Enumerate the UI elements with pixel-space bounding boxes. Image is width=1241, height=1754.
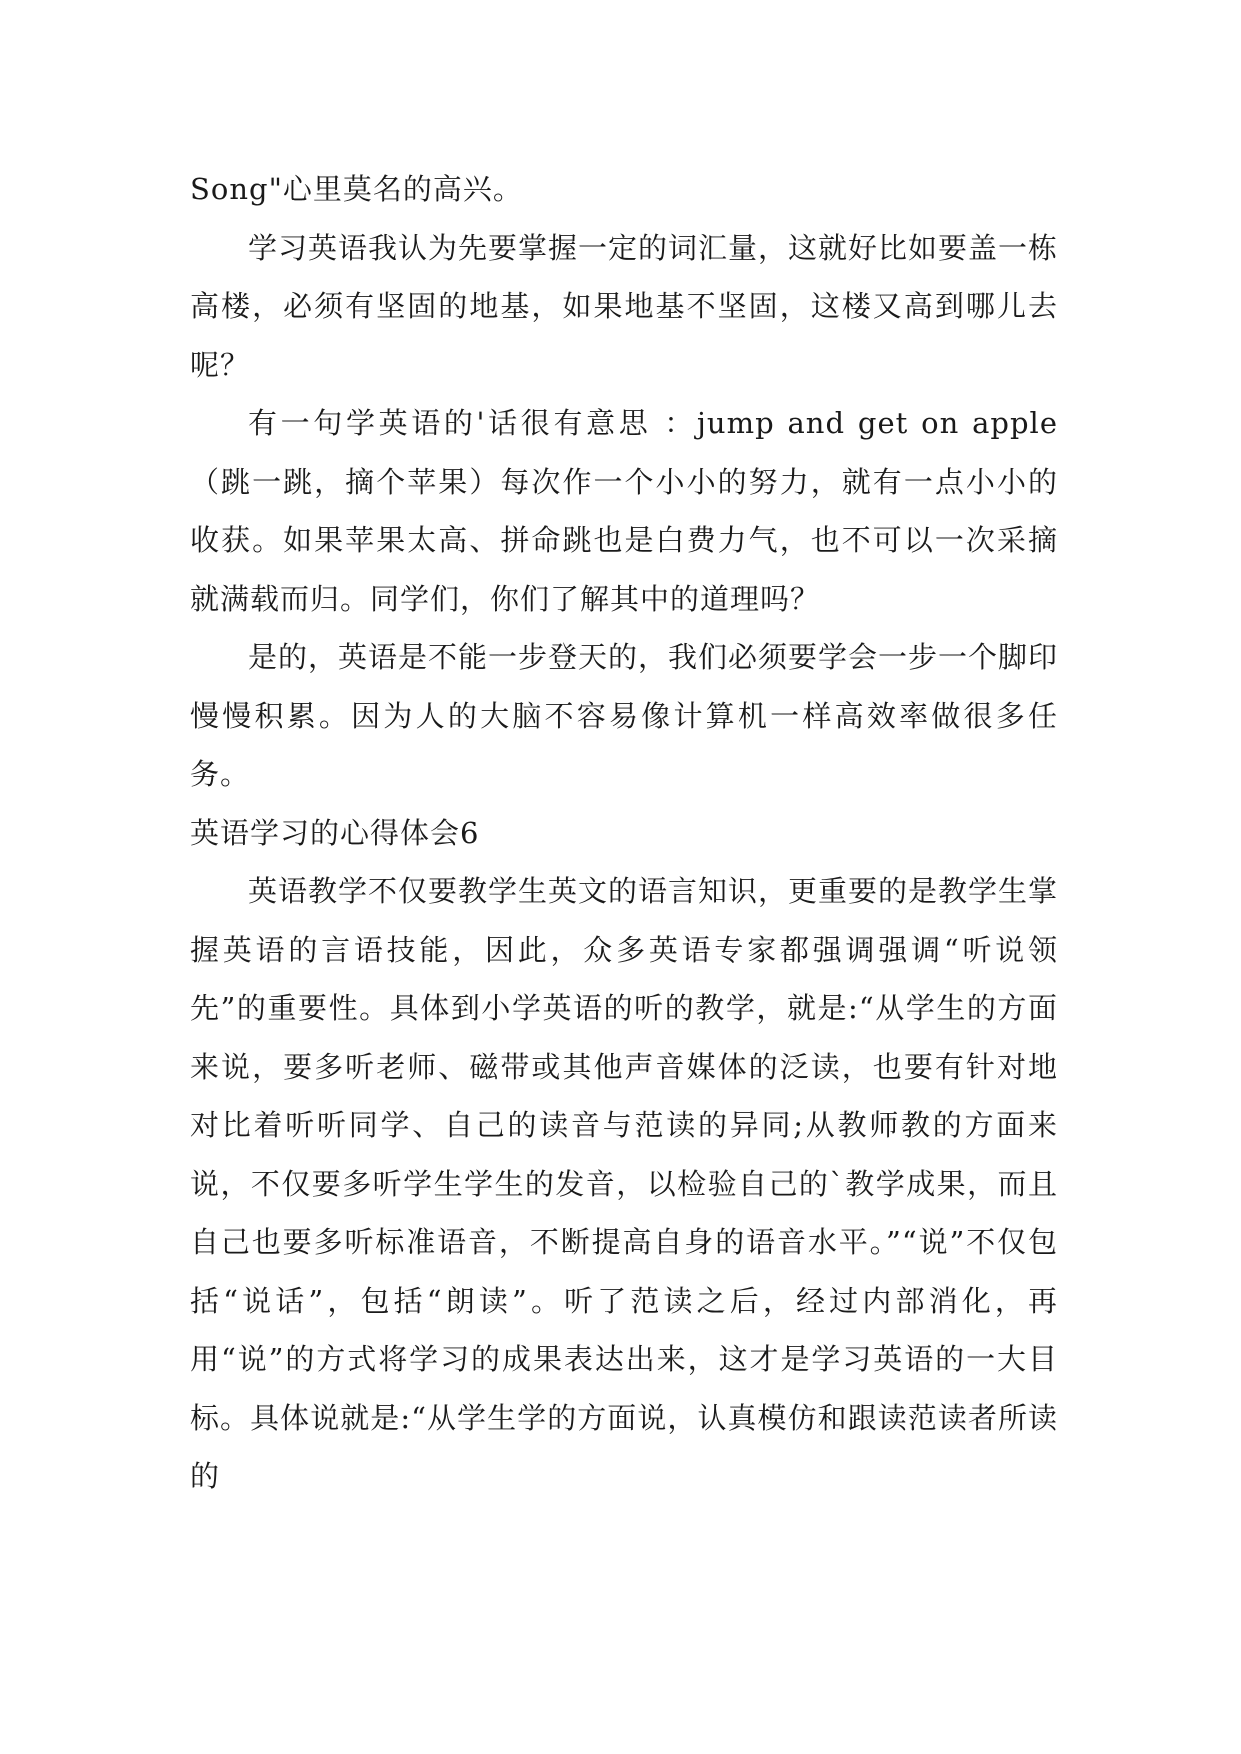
paragraph-continuation: Song"心里莫名的高兴。 [190,172,523,206]
paragraph-step-by-step: 是的，英语是不能一步登天的，我们必须要学会一步一个脚印慢慢积累。因为人的大脑不容易像计算机一样高效率做很多任务。 [190,640,1059,791]
document-body [190,160,1058,1506]
section-heading: 英语学习的心得体会6 [190,815,480,850]
paragraph-vocabulary: 学习英语我认为先要掌握一定的词汇量，这就好比如要盖一栋高楼，必须有坚固的地基，如果地基不坚固，这楼又高到哪儿去呢？ [190,230,1059,382]
paragraph-jump-apple: 有一句学英语的'话很有意思 ：jump and get on apple（跳一跳，摘个苹果）每次作一个小小的努力，就有一点小小的收获。如果苹果太高、拼命跳也是白费力气，也不可以一次采摘就满载而归。同学们，你们了解其中的道理吗？ [190,406,1058,616]
paragraph-listening-speaking: 英语教学不仅要教学生英文的语言知识，更重要的是教学生掌握英语的言语技能，因此，众多英语专家都强调强调“听说领先”的重要性。具体到小学英语的听的教学，就是:“从学生的方面来说，要多听老师、磁带或其他声音媒体的泛读，也要有针对地对比着听听同学、自己的读音与范读的异同;从教师教的方面来说，不仅要多听学生学生的发音，以检验自己的`教学成果，而且自己也要多听标准语音，不断提高自身的语音水平。”“说”不仅包括“说话”，包括“朗读”。听了范读之后，经过内部消化，再用“说”的方式将学习的成果表达出来，这才是学习英语的一大目标。具体说就是:“从学生学的方面说，认真模仿和跟读范读者所读的 [190,874,1059,1493]
